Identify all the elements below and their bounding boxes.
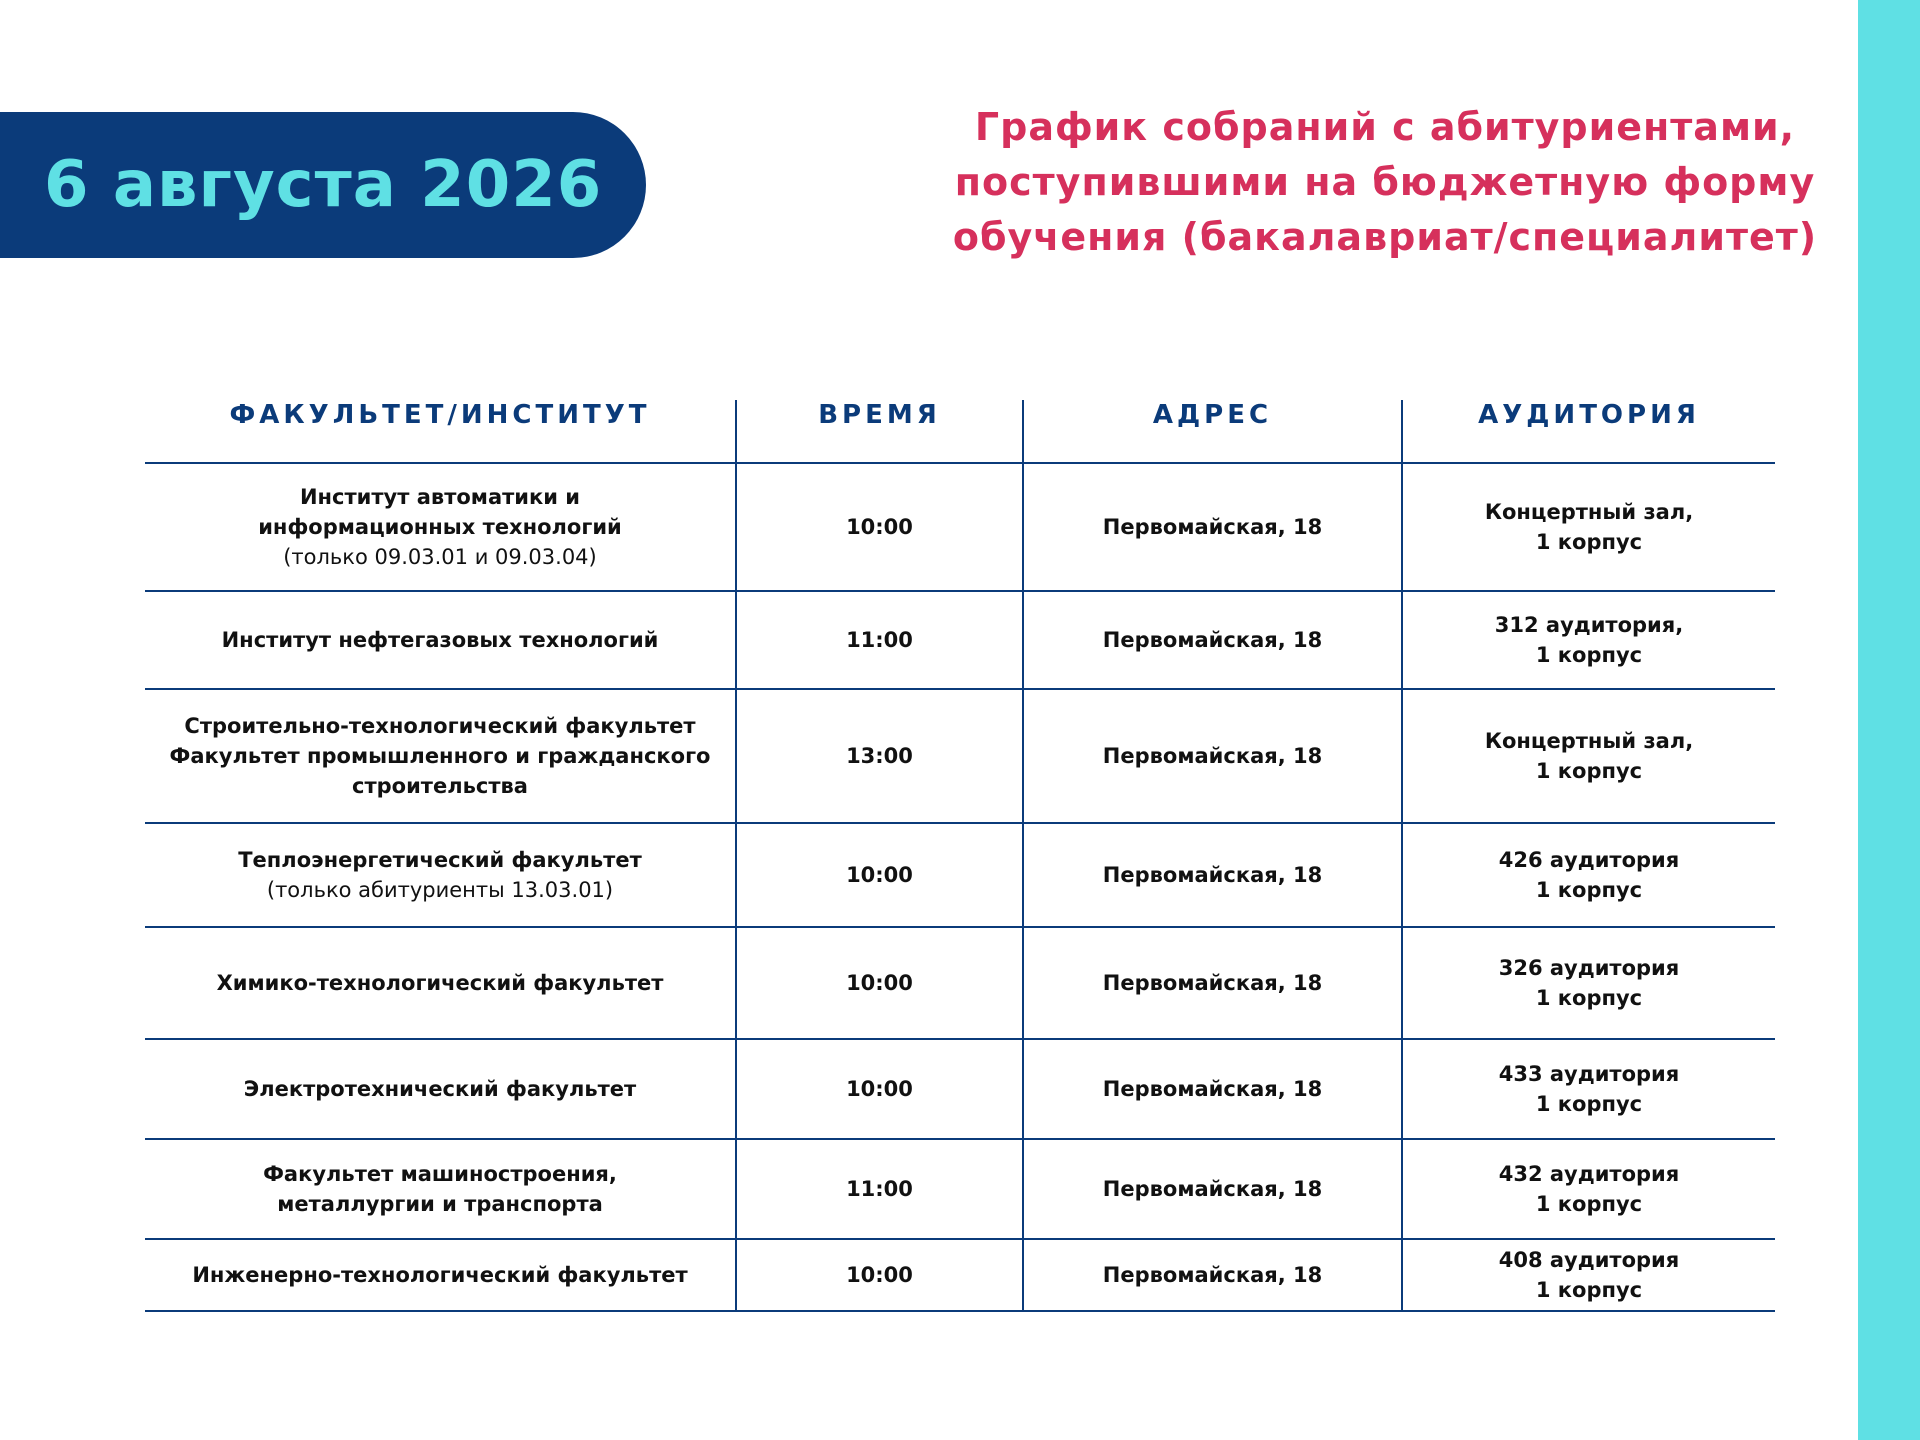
table-row bbox=[145, 690, 1775, 824]
table-row bbox=[145, 592, 1775, 690]
meeting-time: 11:00 bbox=[846, 628, 913, 652]
meeting-address: Первомайская, 18 bbox=[1102, 1077, 1323, 1101]
meeting-address: Первомайская, 18 bbox=[1102, 1263, 1323, 1287]
faculty-cell bbox=[145, 824, 735, 926]
room-cell bbox=[1401, 1140, 1775, 1238]
room-cell bbox=[1401, 824, 1775, 926]
room-line: 426 аудитория bbox=[1498, 848, 1680, 872]
address-cell bbox=[1022, 1240, 1401, 1310]
address-cell bbox=[1022, 592, 1401, 688]
faculty-name-line: Теплоэнергетический факультет bbox=[238, 848, 642, 872]
time-cell bbox=[735, 690, 1022, 822]
faculty-cell bbox=[145, 928, 735, 1038]
room-line: 433 аудитория bbox=[1498, 1062, 1680, 1086]
title-line: обучения (бакалавриат/специалитет) bbox=[952, 215, 1818, 259]
meeting-address: Первомайская, 18 bbox=[1102, 1177, 1323, 1201]
meeting-time: 10:00 bbox=[846, 971, 913, 995]
room-line: Концертный зал, bbox=[1484, 500, 1694, 524]
faculty-name-line: металлургии и транспорта bbox=[277, 1192, 603, 1216]
table-header-row bbox=[145, 400, 1775, 464]
faculty-cell bbox=[145, 1040, 735, 1138]
room-line: 1 корпус bbox=[1535, 986, 1643, 1010]
meeting-address: Первомайская, 18 bbox=[1102, 744, 1323, 768]
address-cell bbox=[1022, 464, 1401, 590]
header-time: ВРЕМЯ bbox=[735, 400, 1022, 462]
meeting-address: Первомайская, 18 bbox=[1102, 628, 1323, 652]
table-row bbox=[145, 1140, 1775, 1240]
meeting-time: 10:00 bbox=[846, 1077, 913, 1101]
faculty-cell bbox=[145, 464, 735, 590]
faculty-name-line: информационных технологий bbox=[258, 515, 622, 539]
faculty-name-line: Факультет промышленного и гражданского bbox=[169, 744, 711, 768]
title-line: поступившими на бюджетную форму bbox=[954, 160, 1816, 204]
faculty-name-line: Институт нефтегазовых технологий bbox=[221, 628, 659, 652]
address-cell bbox=[1022, 928, 1401, 1038]
faculty-cell bbox=[145, 1240, 735, 1310]
faculty-name-line: Электротехнический факультет bbox=[243, 1077, 637, 1101]
room-cell bbox=[1401, 928, 1775, 1038]
date-banner bbox=[0, 112, 646, 258]
room-line: 408 аудитория bbox=[1498, 1248, 1680, 1272]
faculty-name-line: строительства bbox=[352, 774, 528, 798]
room-line: 432 аудитория bbox=[1498, 1162, 1680, 1186]
right-accent-stripe bbox=[1858, 0, 1920, 1440]
header-room: АУДИТОРИЯ bbox=[1401, 400, 1775, 462]
page-title bbox=[930, 100, 1840, 265]
time-cell bbox=[735, 1140, 1022, 1238]
room-cell bbox=[1401, 592, 1775, 688]
room-cell bbox=[1401, 464, 1775, 590]
faculty-note: (только абитуриенты 13.03.01) bbox=[266, 878, 614, 902]
faculty-name-line: Факультет машиностроения, bbox=[263, 1162, 617, 1186]
time-cell bbox=[735, 1240, 1022, 1310]
time-cell bbox=[735, 592, 1022, 688]
room-line: 1 корпус bbox=[1535, 1278, 1643, 1302]
room-cell bbox=[1401, 690, 1775, 822]
time-cell bbox=[735, 1040, 1022, 1138]
address-cell bbox=[1022, 1140, 1401, 1238]
meeting-time: 10:00 bbox=[846, 863, 913, 887]
time-cell bbox=[735, 464, 1022, 590]
room-line: Концертный зал, bbox=[1484, 729, 1694, 753]
meeting-time: 10:00 bbox=[846, 1263, 913, 1287]
meeting-address: Первомайская, 18 bbox=[1102, 971, 1323, 995]
meeting-address: Первомайская, 18 bbox=[1102, 515, 1323, 539]
time-cell bbox=[735, 928, 1022, 1038]
address-cell bbox=[1022, 690, 1401, 822]
room-cell bbox=[1401, 1240, 1775, 1310]
faculty-note: (только 09.03.01 и 09.03.04) bbox=[283, 545, 597, 569]
room-line: 1 корпус bbox=[1535, 759, 1643, 783]
room-line: 326 аудитория bbox=[1498, 956, 1680, 980]
header-faculty: ФАКУЛЬТЕТ/ИНСТИТУТ bbox=[229, 400, 651, 430]
address-cell bbox=[1022, 824, 1401, 926]
table-row bbox=[145, 464, 1775, 592]
time-cell bbox=[735, 824, 1022, 926]
room-line: 1 корпус bbox=[1535, 530, 1643, 554]
room-line: 1 корпус bbox=[1535, 878, 1643, 902]
header-address: АДРЕС bbox=[1022, 400, 1401, 462]
room-line: 1 корпус bbox=[1535, 643, 1643, 667]
room-line: 1 корпус bbox=[1535, 1092, 1643, 1116]
faculty-cell bbox=[145, 690, 735, 822]
address-cell bbox=[1022, 1040, 1401, 1138]
schedule-table bbox=[145, 400, 1775, 1312]
title-line: График собраний с абитуриентами, bbox=[974, 105, 1796, 149]
faculty-name-line: Институт автоматики и bbox=[299, 485, 581, 509]
meeting-time: 10:00 bbox=[846, 515, 913, 539]
meeting-address: Первомайская, 18 bbox=[1102, 863, 1323, 887]
room-line: 1 корпус bbox=[1535, 1192, 1643, 1216]
table-row bbox=[145, 1240, 1775, 1312]
date-text: 6 августа 2026 bbox=[44, 148, 603, 222]
table-row bbox=[145, 824, 1775, 928]
faculty-cell bbox=[145, 1140, 735, 1238]
meeting-time: 11:00 bbox=[846, 1177, 913, 1201]
faculty-name-line: Строительно-технологический факультет bbox=[184, 714, 696, 738]
faculty-cell bbox=[145, 592, 735, 688]
table-row bbox=[145, 1040, 1775, 1140]
room-cell bbox=[1401, 1040, 1775, 1138]
faculty-name-line: Инженерно-технологический факультет bbox=[192, 1263, 688, 1287]
meeting-time: 13:00 bbox=[846, 744, 913, 768]
faculty-name-line: Химико-технологический факультет bbox=[216, 971, 664, 995]
table-row bbox=[145, 928, 1775, 1040]
room-line: 312 аудитория, bbox=[1494, 613, 1684, 637]
